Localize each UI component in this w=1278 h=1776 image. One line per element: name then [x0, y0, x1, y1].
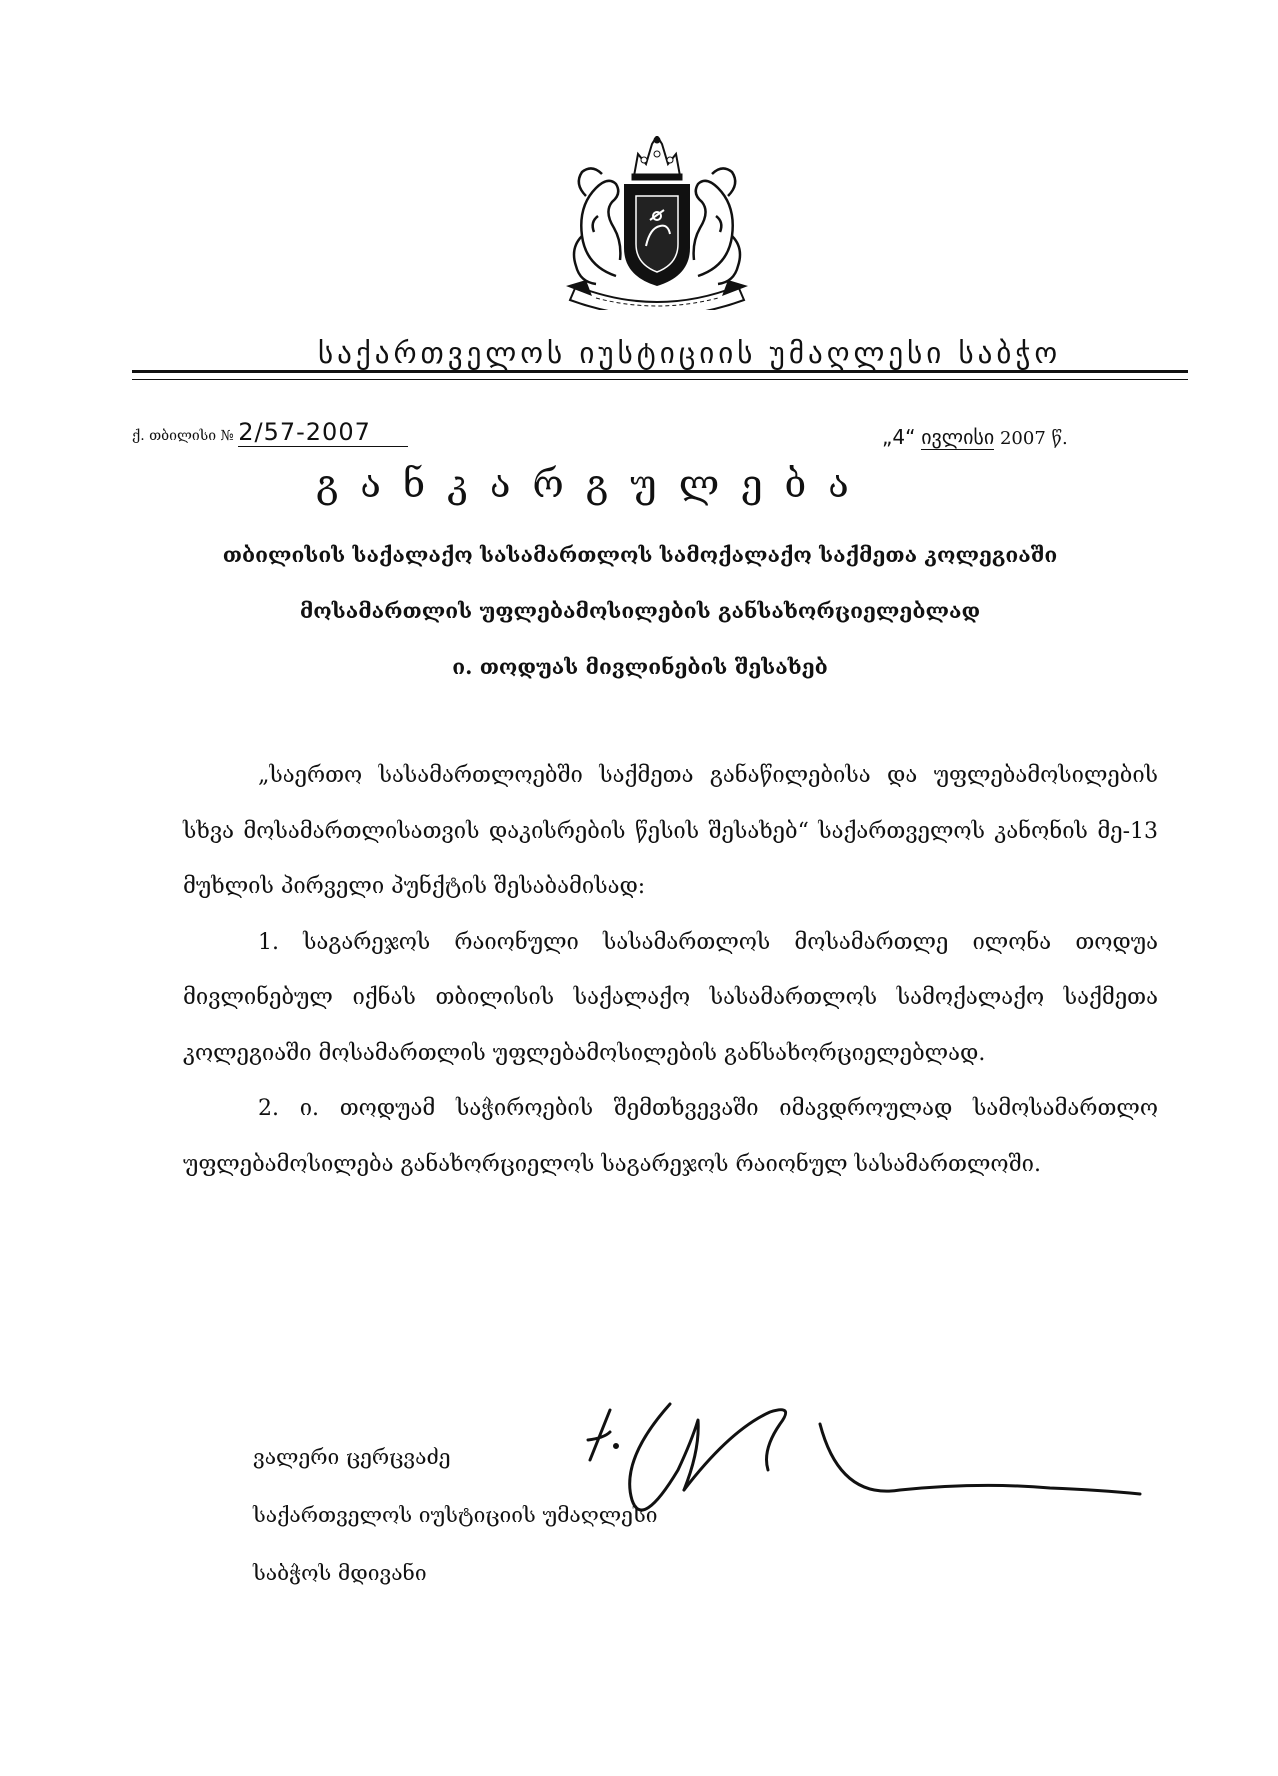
body-item-1: 1. საგარეჯოს რაიონული სასამართლოს მოსამართლე ილონა თოდუა მივლინებულ იქნას თბილისის საქალაქო სასამართლოს სამოქალაქო საქმეთა კოლეგიაში მოსამართლის უფლებამოსილების განსახორციელებლად. [183, 929, 1158, 1066]
subject-line-2: მოსამართლის უფლებამოსილების განსახორციელებლად [299, 598, 981, 623]
reference-number-value: 2/57-2007 [238, 418, 408, 447]
body-preamble: „საერთო სასამართლოებში საქმეთა განაწილებისა და უფლებამოსილების სხვა მოსამართლისათვის დაკისრების წესის შესახებ“ საქართველოს კანონის მე-13 მუხლის პირველი პუნქტის შესაბამისად: [183, 763, 1158, 899]
signatory-title-line-2: საბჭოს მდივანი [253, 1561, 427, 1585]
reference-number [132, 418, 408, 447]
body-item-2: 2. ი. თოდუამ საჭიროების შემთხვევაში იმავდროულად სამოსამართლო უფლებამოსილება განახორციელოს საგარეჯოს რაიონულ სასამართლოში. [183, 1096, 1158, 1177]
document-type-heading: განკარგულება [316, 462, 871, 506]
coat-of-arms-icon [546, 136, 768, 310]
signatory-title-line-1: საქართველოს იუსტიციის უმაღლესი [253, 1503, 658, 1527]
document-body [183, 748, 1158, 1192]
date-year: 2007 წ. [999, 428, 1068, 449]
handwritten-signature [580, 1390, 1170, 1540]
signatory-name: ვალერი ცერცვაძე [253, 1445, 451, 1469]
organization-title: საქართველოს იუსტიციის უმაღლესი საბჭო [318, 336, 1062, 370]
subject-line-3: ი. თოდუას მივლინების შესახებ [452, 654, 828, 679]
document-date [882, 425, 1068, 450]
header-divider-thin [132, 379, 1188, 380]
reference-city-prefix: ქ. თბილისი № [132, 428, 234, 444]
header-divider-thick [132, 370, 1188, 373]
date-day: „4“ [882, 425, 916, 449]
date-month: ივლისი [921, 425, 995, 449]
subject-line-1: თბილისის საქალაქო სასამართლოს სამოქალაქო საქმეთა კოლეგიაში [222, 542, 1058, 567]
